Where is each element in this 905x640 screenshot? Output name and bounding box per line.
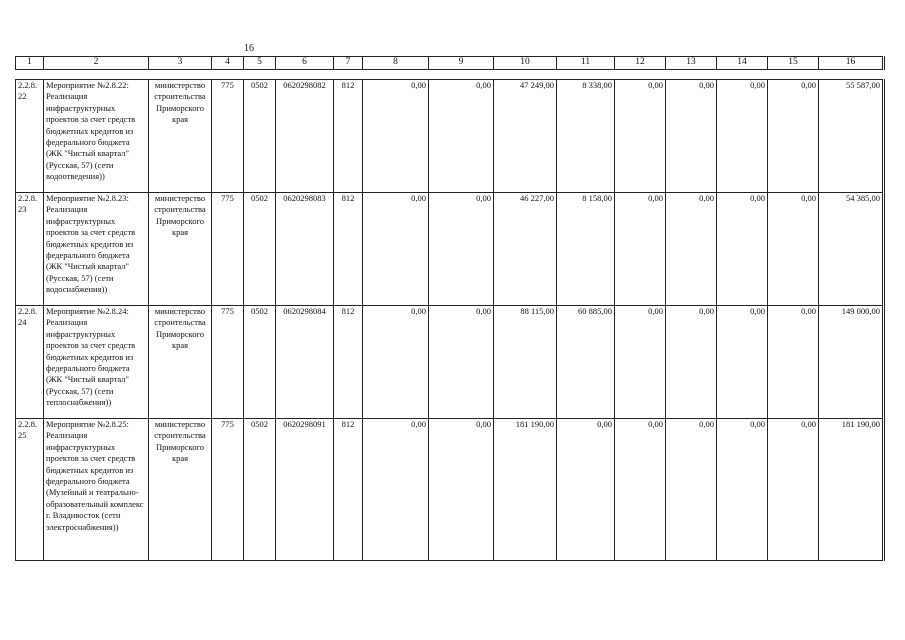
row-total: 149 000,00 bbox=[819, 306, 884, 419]
col-header-14: 14 bbox=[717, 57, 768, 70]
row-value-12: 0,00 bbox=[615, 80, 666, 193]
col-header-7: 7 bbox=[334, 57, 363, 70]
row-value-13: 0,00 bbox=[666, 80, 717, 193]
row-value-10: 46 227,00 bbox=[494, 193, 557, 306]
col-header-12: 12 bbox=[615, 57, 666, 70]
row-target-article: 0620298082 bbox=[276, 80, 334, 193]
row-grbs: 775 bbox=[212, 193, 244, 306]
col-header-10: 10 bbox=[494, 57, 557, 70]
row-value-14: 0,00 bbox=[717, 419, 768, 561]
row-value-15: 0,00 bbox=[768, 193, 819, 306]
table-row bbox=[16, 419, 884, 561]
row-expense-type: 812 bbox=[334, 306, 363, 419]
row-section: 0502 bbox=[244, 80, 276, 193]
page-number: 16 bbox=[244, 43, 254, 54]
col-header-6: 6 bbox=[276, 57, 334, 70]
column-number-header bbox=[15, 56, 885, 70]
row-value-15: 0,00 bbox=[768, 306, 819, 419]
measures-table bbox=[15, 79, 885, 561]
row-measure-name: Мероприятие №2.8.23: Реализация инфраструктурных проектов за счет средств бюджетных кредитов из федерального бюджета (ЖК "Чистый квартал" (Русская, 57) (сети водоснабжения)) bbox=[44, 193, 149, 306]
row-total: 181 190,00 bbox=[819, 419, 884, 561]
row-code: 2.2.8.23 bbox=[16, 193, 44, 306]
row-value-9: 0,00 bbox=[429, 419, 494, 561]
row-value-14: 0,00 bbox=[717, 193, 768, 306]
row-value-14: 0,00 bbox=[717, 306, 768, 419]
row-value-11: 60 885,00 bbox=[557, 306, 615, 419]
table-row bbox=[16, 306, 884, 419]
row-value-10: 47 249,00 bbox=[494, 80, 557, 193]
col-header-2: 2 bbox=[44, 57, 149, 70]
row-value-12: 0,00 bbox=[615, 306, 666, 419]
row-value-8: 0,00 bbox=[363, 306, 429, 419]
col-header-5: 5 bbox=[244, 57, 276, 70]
col-header-9: 9 bbox=[429, 57, 494, 70]
col-header-1: 1 bbox=[16, 57, 44, 70]
row-measure-name: Мероприятие №2.8.25: Реализация инфраструктурных проектов за счет средств бюджетных кредитов из федерального бюджета (Музейный и театрально-образовательный комплекс г. Владивосток (сети электроснабжения)) bbox=[44, 419, 149, 561]
table-row bbox=[16, 193, 884, 306]
row-code: 2.2.8.24 bbox=[16, 306, 44, 419]
row-value-15: 0,00 bbox=[768, 419, 819, 561]
row-total: 55 587,00 bbox=[819, 80, 884, 193]
row-value-9: 0,00 bbox=[429, 193, 494, 306]
row-ministry: министерство строительства Приморского края bbox=[149, 80, 212, 193]
row-expense-type: 812 bbox=[334, 193, 363, 306]
col-header-8: 8 bbox=[363, 57, 429, 70]
row-value-9: 0,00 bbox=[429, 306, 494, 419]
row-value-12: 0,00 bbox=[615, 419, 666, 561]
row-section: 0502 bbox=[244, 419, 276, 561]
row-value-11: 0,00 bbox=[557, 419, 615, 561]
row-grbs: 775 bbox=[212, 306, 244, 419]
row-value-8: 0,00 bbox=[363, 80, 429, 193]
row-ministry: министерство строительства Приморского края bbox=[149, 306, 212, 419]
row-value-12: 0,00 bbox=[615, 193, 666, 306]
col-header-4: 4 bbox=[212, 57, 244, 70]
row-value-8: 0,00 bbox=[363, 419, 429, 561]
row-value-13: 0,00 bbox=[666, 306, 717, 419]
row-expense-type: 812 bbox=[334, 419, 363, 561]
row-measure-name: Мероприятие №2.8.24: Реализация инфраструктурных проектов за счет средств бюджетных кредитов из федерального бюджета (ЖК "Чистый квартал" (Русская, 57) (сети теплоснабжения)) bbox=[44, 306, 149, 419]
row-target-article: 0620298083 bbox=[276, 193, 334, 306]
row-section: 0502 bbox=[244, 306, 276, 419]
row-value-13: 0,00 bbox=[666, 193, 717, 306]
row-target-article: 0620298084 bbox=[276, 306, 334, 419]
col-header-16: 16 bbox=[819, 57, 884, 70]
col-header-15: 15 bbox=[768, 57, 819, 70]
table-row bbox=[16, 80, 884, 193]
row-value-11: 8 338,00 bbox=[557, 80, 615, 193]
row-code: 2.2.8.22 bbox=[16, 80, 44, 193]
row-value-15: 0,00 bbox=[768, 80, 819, 193]
row-total: 54 385,00 bbox=[819, 193, 884, 306]
row-value-10: 181 190,00 bbox=[494, 419, 557, 561]
row-section: 0502 bbox=[244, 193, 276, 306]
row-value-11: 8 158,00 bbox=[557, 193, 615, 306]
row-value-13: 0,00 bbox=[666, 419, 717, 561]
row-grbs: 775 bbox=[212, 80, 244, 193]
col-header-3: 3 bbox=[149, 57, 212, 70]
row-grbs: 775 bbox=[212, 419, 244, 561]
col-header-11: 11 bbox=[557, 57, 615, 70]
row-ministry: министерство строительства Приморского края bbox=[149, 419, 212, 561]
row-target-article: 0620298091 bbox=[276, 419, 334, 561]
row-value-9: 0,00 bbox=[429, 80, 494, 193]
col-header-13: 13 bbox=[666, 57, 717, 70]
row-code: 2.2.8.25 bbox=[16, 419, 44, 561]
row-value-10: 88 115,00 bbox=[494, 306, 557, 419]
row-value-14: 0,00 bbox=[717, 80, 768, 193]
row-measure-name: Мероприятие №2.8.22: Реализация инфраструктурных проектов за счет средств бюджетных кредитов из федерального бюджета (ЖК "Чистый квартал" (Русская, 57) (сети водоотведения)) bbox=[44, 80, 149, 193]
row-expense-type: 812 bbox=[334, 80, 363, 193]
row-value-8: 0,00 bbox=[363, 193, 429, 306]
row-ministry: министерство строительства Приморского края bbox=[149, 193, 212, 306]
